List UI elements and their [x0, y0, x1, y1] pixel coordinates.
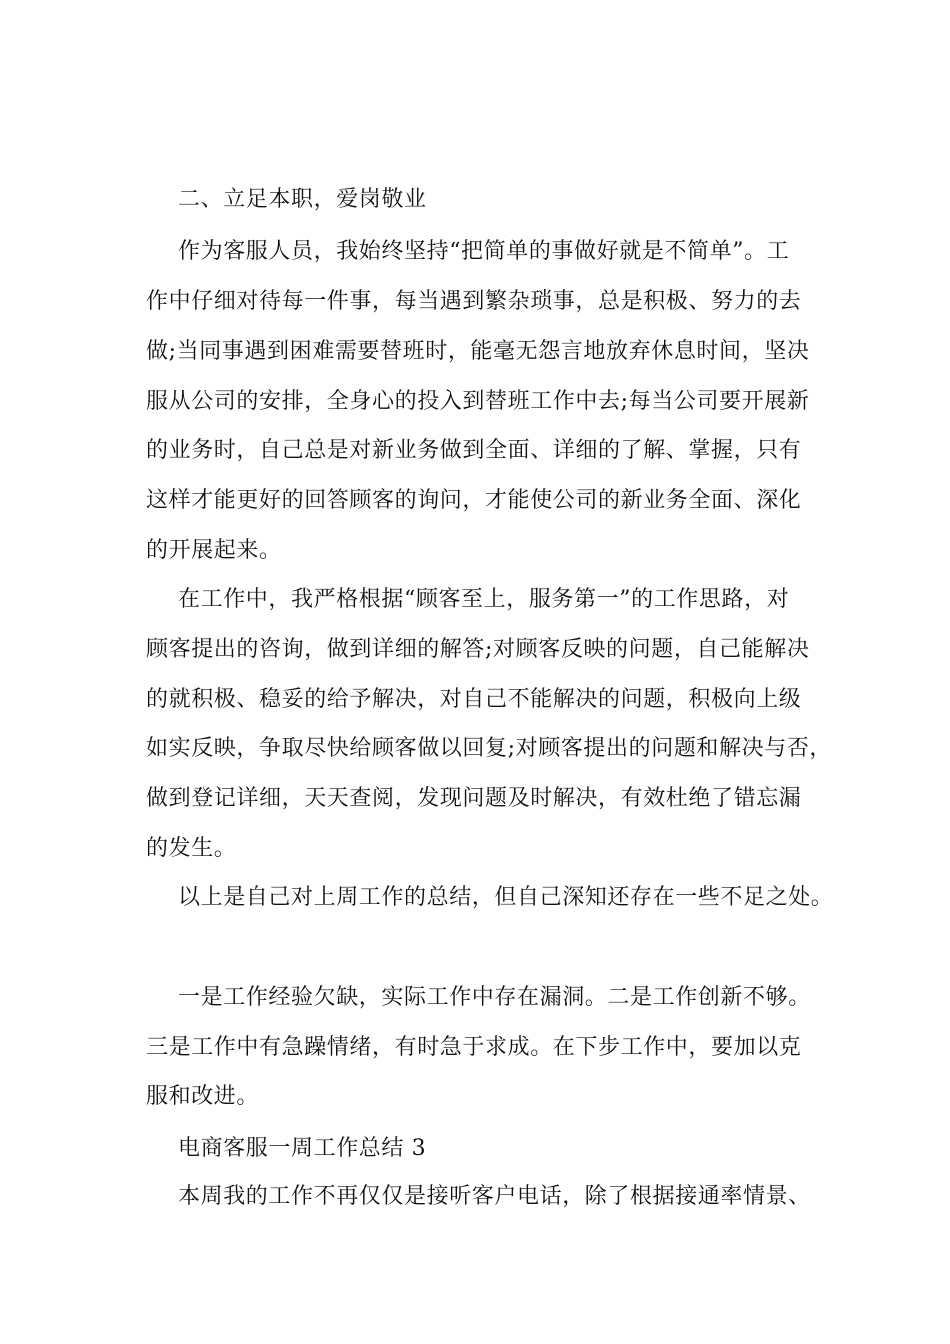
- paragraph-line: 服从公司的安排，全身心的投入到替班工作中去;每当公司要开展新: [146, 389, 810, 414]
- paragraph-line: 的就积极、稳妥的给予解决，对自己不能解决的问题，积极向上级: [146, 687, 802, 712]
- paragraph-line: 在工作中，我严格根据“顾客至上，服务第一”的工作思路，对: [178, 587, 790, 612]
- paragraph-line: 的业务时，自己总是对新业务做到全面、详细的了解、掌握，只有: [146, 438, 802, 463]
- paragraph-line: 服和改进。: [146, 1084, 260, 1109]
- paragraph-line: 如实反映，争取尽快给顾客做以回复;对顾客提出的问题和解决与否，: [146, 736, 833, 761]
- paragraph-line: 顾客提出的咨询，做到详细的解答;对顾客反映的问题，自己能解决: [146, 637, 810, 662]
- paragraph-line: 作中仔细对待每一件事，每当遇到繁杂琐事，总是积极、努力的去: [146, 289, 802, 314]
- paragraph-line: 三是工作中有急躁情绪，有时急于求成。在下步工作中，要加以克: [146, 1035, 802, 1060]
- paragraph-line: 的发生。: [146, 836, 237, 861]
- paragraph-line: 作为客服人员，我始终坚持“把简单的事做好就是不简单”。工: [178, 239, 790, 264]
- subtitle: 电商客服一周工作总结 3: [178, 1136, 427, 1161]
- paragraph-line: 一是工作经验欠缺，实际工作中存在漏洞。二是工作创新不够。: [178, 985, 811, 1010]
- paragraph-line: 的开展起来。: [146, 538, 282, 563]
- paragraph-line: 本周我的工作不再仅仅是接听客户电话，除了根据接通率情景、: [178, 1184, 811, 1209]
- section-heading: 二、立足本职，爱岗敬业: [178, 187, 427, 212]
- paragraph-line: 以上是自己对上周工作的总结，但自己深知还存在一些不足之处。: [178, 885, 834, 910]
- paragraph-line: 这样才能更好的回答顾客的询问，才能使公司的新业务全面、深化: [146, 488, 802, 513]
- paragraph-line: 做到登记详细，天天查阅，发现问题及时解决，有效杜绝了错忘漏: [146, 786, 802, 811]
- paragraph-line: 做;当同事遇到困难需要替班时，能毫无怨言地放弃休息时间，坚决: [146, 339, 810, 364]
